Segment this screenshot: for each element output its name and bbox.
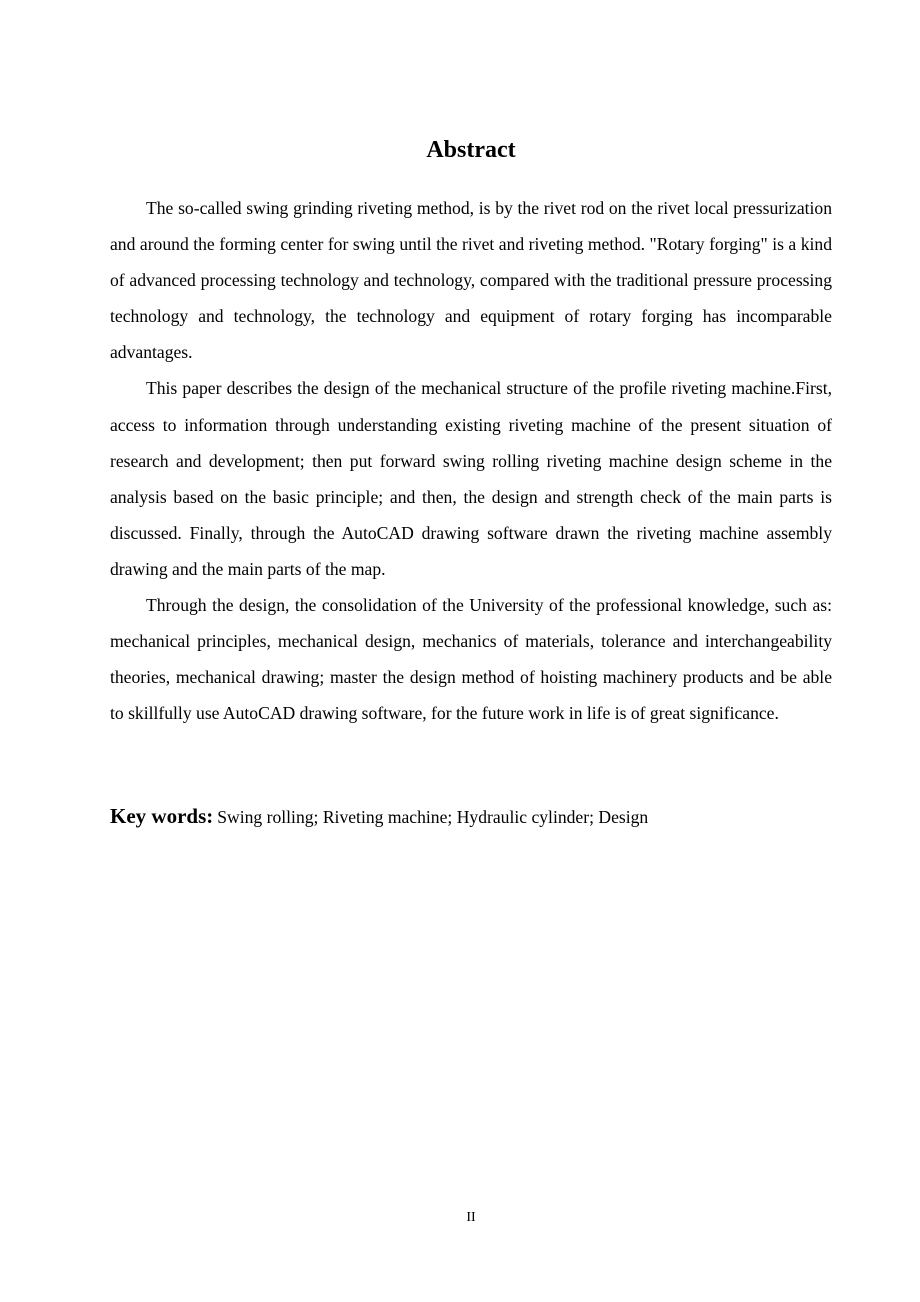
keywords-line bbox=[110, 800, 832, 835]
abstract-paragraph-3: Through the design, the consolidation of the University of the professional knowledge, such as: mechanical principles, mechanical design, mechanics of materials, tolerance and interchangeability theories, mechanical drawing; master the design method of hoisting machinery products and be able to skillfully use AutoCAD drawing software, for the future work in life is of great significance. bbox=[110, 595, 832, 724]
keywords-value: Swing rolling; Riveting machine; Hydraulic cylinder; Design bbox=[217, 807, 649, 827]
page-number: II bbox=[466, 1210, 476, 1225]
abstract-body bbox=[110, 190, 832, 731]
abstract-paragraph-2: This paper describes the design of the mechanical structure of the profile riveting machine.First, access to information through understanding existing riveting machine of the present situation of research and development; then put forward swing rolling riveting machine design scheme in the analysis based on the basic principle; and then, the design and strength check of the main parts is discussed. Finally, through the AutoCAD drawing software drawn the riveting machine assembly drawing and the main parts of the map. bbox=[110, 378, 832, 579]
abstract-title: Abstract bbox=[426, 137, 516, 163]
keywords-label: Key words: bbox=[110, 804, 214, 828]
abstract-paragraph-1: The so-called swing grinding riveting method, is by the rivet rod on the rivet local pressurization and around the forming center for swing until the rivet and riveting method. "Rotary forging" is a kind of advanced processing technology and technology, compared with the traditional pressure processing technology and technology, the technology and equipment of rotary forging has incomparable advantages. bbox=[110, 198, 832, 363]
